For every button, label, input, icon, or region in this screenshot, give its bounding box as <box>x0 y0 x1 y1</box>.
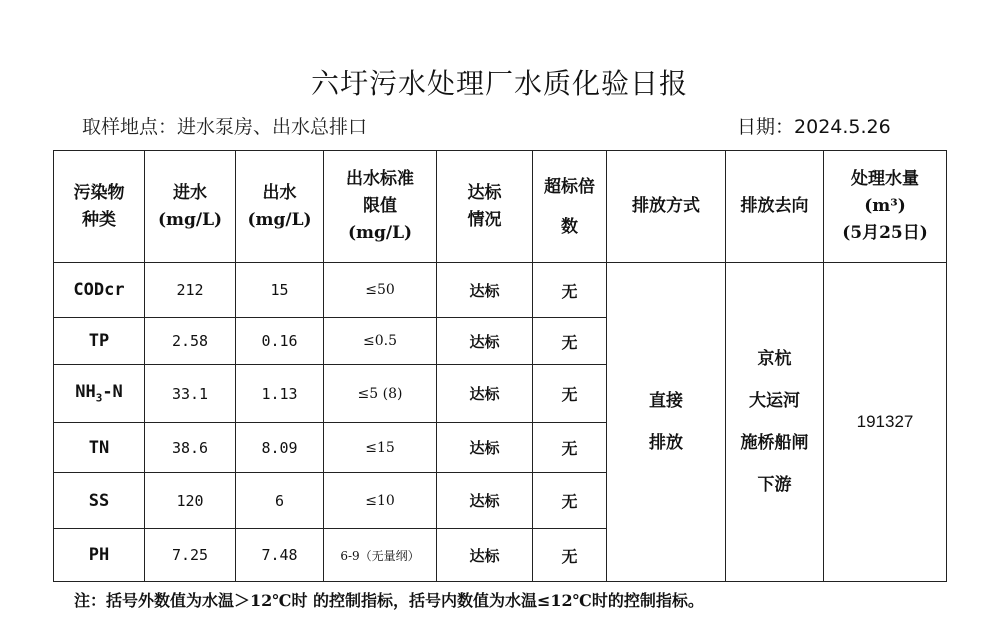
row-exceed: 无 <box>533 529 607 582</box>
row-standard: ≤10 <box>324 473 437 529</box>
row-influent: 2.58 <box>145 318 236 365</box>
row-compliance: 达标 <box>437 263 533 318</box>
date-value: 2024.5.26 <box>794 116 891 138</box>
row-influent: 120 <box>145 473 236 529</box>
discharge-destination-cell: 京杭 大运河 施桥船闸 下游 <box>726 263 824 582</box>
row-effluent: 8.09 <box>236 423 324 473</box>
row-exceed: 无 <box>533 423 607 473</box>
row-effluent: 6 <box>236 473 324 529</box>
header-effluent: 出水 (mg/L) <box>236 151 324 263</box>
row-compliance: 达标 <box>437 529 533 582</box>
row-effluent: 1.13 <box>236 365 324 423</box>
row-standard: ≤5 (8) <box>324 365 437 423</box>
row-param: $NH_3-N$ <box>54 365 145 423</box>
water-quality-table <box>53 150 947 582</box>
row-effluent: 0.16 <box>236 318 324 365</box>
row-influent: 7.25 <box>145 529 236 582</box>
row-standard: 6-9（无量纲） <box>324 529 437 582</box>
row-compliance: 达标 <box>437 473 533 529</box>
row-standard: ≤15 <box>324 423 437 473</box>
header-standard: 出水标准 限值 (mg/L) <box>324 151 437 263</box>
sampling-location <box>82 112 367 139</box>
header-exceed-multiple: 超标倍 数 <box>533 151 607 263</box>
header-compliance: 达标 情况 <box>437 151 533 263</box>
table-row <box>54 263 947 318</box>
row-param: TN <box>54 423 145 473</box>
row-compliance: 达标 <box>437 318 533 365</box>
row-influent: 38.6 <box>145 423 236 473</box>
row-standard: ≤0.5 <box>324 318 437 365</box>
date-label: 日期： <box>737 116 795 138</box>
row-param: CODcr <box>54 263 145 318</box>
row-influent: 212 <box>145 263 236 318</box>
header-volume: 处理水量 (m³) (5月25日) <box>824 151 947 263</box>
row-effluent: 7.48 <box>236 529 324 582</box>
sampling-label: 取样地点： <box>82 116 178 138</box>
row-standard: ≤50 <box>324 263 437 318</box>
row-compliance: 达标 <box>437 365 533 423</box>
row-exceed: 无 <box>533 263 607 318</box>
header-influent: 进水 (mg/L) <box>145 151 236 263</box>
header-discharge-destination: 排放去向 <box>726 151 824 263</box>
footnote: 注：括号外数值为水温＞12℃时 的控制指标，括号内数值为水温≤12℃时的控制指标。 <box>74 591 704 610</box>
row-compliance: 达标 <box>437 423 533 473</box>
row-effluent: 15 <box>236 263 324 318</box>
row-param: SS <box>54 473 145 529</box>
volume-cell: 191327 <box>824 263 947 582</box>
header-discharge-method: 排放方式 <box>607 151 726 263</box>
report-date <box>737 112 891 139</box>
header-pollutant: 污染物 种类 <box>54 151 145 263</box>
row-param: TP <box>54 318 145 365</box>
row-param: PH <box>54 529 145 582</box>
row-exceed: 无 <box>533 473 607 529</box>
row-exceed: 无 <box>533 318 607 365</box>
header-row <box>54 151 947 263</box>
row-influent: 33.1 <box>145 365 236 423</box>
sampling-value: 进水泵房、出水总排口 <box>177 116 368 138</box>
row-exceed: 无 <box>533 365 607 423</box>
report-title: 六圩污水处理厂水质化验日报 <box>310 67 688 100</box>
discharge-method-cell: 直接 排放 <box>607 263 726 582</box>
